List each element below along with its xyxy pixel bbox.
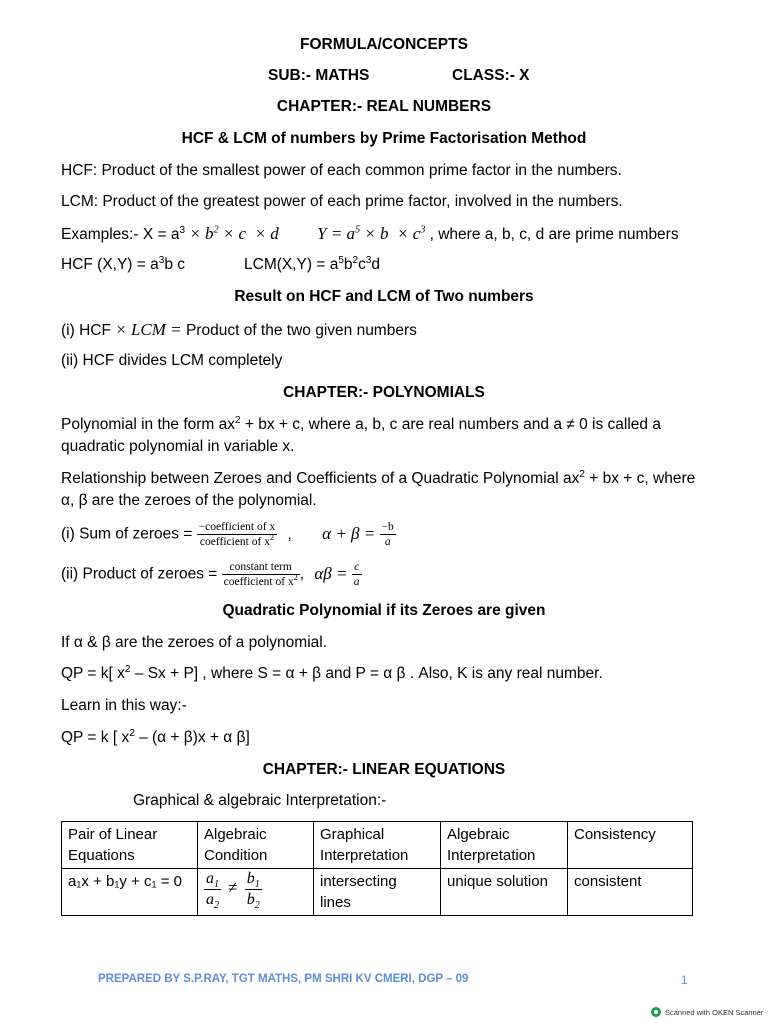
class-label: CLASS:- X (452, 67, 530, 84)
poly-para2-suffix: + bx + c, where (584, 470, 696, 487)
qp-line4-suffix: – (α + β)x + α β] (134, 729, 250, 746)
header-algebraic-condition (198, 822, 314, 869)
chapter-linear-equations: CHAPTER:- LINEAR EQUATIONS (262, 761, 506, 778)
condition-fraction-b: $\frac{b_1}{b_2}$ (246, 870, 260, 912)
chapter-polynomials: CHAPTER:- POLYNOMIALS (283, 384, 485, 401)
prod-label: (ii) Product of zeroes = (61, 565, 218, 583)
header-pair-line1: Pair of Linear (68, 826, 158, 843)
hcf-definition: HCF: Product of the smallest power of each common prime factor in the numbers. (61, 162, 622, 179)
examples-prefix: Examples:- X = a (61, 226, 180, 243)
prod-fraction: $\frac{\text{constant term}}{coefficient of x^2}$ (223, 561, 298, 588)
poly-para2-line2: α, β are the zeroes of the polynomial. (61, 492, 317, 509)
cell-consistency: consistent (568, 869, 693, 916)
product-of-zeroes: (ii) Product of zeroes = $\frac{\text{constant term}}{coefficient of x^2}$ , αβ = $\frac{c}{a}$ (61, 561, 360, 588)
sum-denominator: coefficient of x (199, 536, 270, 548)
document-title: FORMULA/CONCEPTS (300, 36, 468, 53)
sum-rhs-label: α + β = (322, 523, 376, 543)
sum-of-zeroes: (i) Sum of zeroes = $\frac{\text{−coefficient of x}}{coefficient of x^2}$ , α + β = $\frac{-b}{a}$ (61, 521, 394, 548)
result-heading: Result on HCF and LCM of Two numbers (234, 288, 534, 305)
qp-heading: Quadratic Polynomial if its Zeroes are given (222, 602, 546, 619)
sum-rhs-denominator: a (384, 536, 391, 548)
qp-line2-prefix: QP = k[ x (61, 665, 125, 682)
examples-y-math: $Y = a^5 \times b \times c^3$ (317, 224, 426, 243)
qp-line2-suffix: – Sx + P] , where S = α + β and P = α β . Also, K is any real number. (130, 665, 603, 682)
poly-para1-line2: quadratic polynomial in variable x. (61, 438, 295, 455)
header-pair (62, 822, 198, 869)
hcf-example-tail: b c (164, 256, 186, 273)
poly-para1-line1: Polynomial in the form $ax^2$ + bx + c, where a, b, c are real numbers and a ≠ 0 is called a (61, 414, 661, 433)
scanner-watermark (651, 1007, 763, 1017)
footer-prepared-by: PREPARED BY S.P.RAY, TGT MATHS, PM SHRI KV CMERI, DGP – 09 (98, 973, 469, 985)
condition-fraction-a: $\frac{a_1}{a_2}$ (206, 870, 219, 912)
prod-rhs-denominator: a (353, 576, 360, 588)
prod-numerator: constant term (222, 560, 300, 575)
lcm-example: $LCM(X,Y) = a^5b^2c^3d$ (244, 254, 381, 273)
hcf-lcm-heading: HCF & LCM of numbers by Prime Factorisation Method (181, 130, 587, 147)
header-algebraic-interp (441, 822, 568, 869)
table-header-row (62, 822, 693, 869)
header-graphical (314, 822, 441, 869)
prod-rhs-fraction (352, 560, 362, 589)
prod-rhs-numerator: c (352, 560, 362, 575)
qp-line4: QP = k [ $x^2 - (\alpha + \beta)x + \alpha$ β] (61, 727, 250, 746)
lcm-example-label: LCM(X,Y) = a (244, 256, 339, 273)
header-algebraic-line1: Algebraic (204, 826, 267, 843)
cell-condition: $\frac{a_1}{a_2}$ ≠ $\frac{b_1}{b_2}$ (198, 869, 314, 916)
sum-fraction: $\frac{\text{−coefficient of x}}{coefficient of x^2}$ (198, 521, 276, 548)
result-2: (ii) HCF divides LCM completely (61, 352, 283, 369)
scanner-logo-icon (651, 1007, 661, 1017)
poly-para2-line1: Relationship between Zeroes and Coefficients of a Quadratic Polynomial $ax^2$ + bx + c, where (61, 468, 696, 487)
header-alg-interp-line1: Algebraic (447, 826, 510, 843)
result-1-math: × LCM = (115, 320, 182, 339)
linear-equations-table (61, 821, 693, 916)
qp-line2: QP = k[ $x^2 - Sx + P$] , where S = α + β and P = α β . Also, K is any real number. (61, 663, 603, 682)
header-graphical-line1: Graphical (320, 826, 385, 843)
poly-para2-prefix: Relationship between Zeroes and Coefficients of a Quadratic Polynomial ax (61, 470, 580, 487)
sum-rhs-numerator: −b (381, 521, 394, 533)
sum-rhs-fraction (380, 520, 396, 549)
header-consistency-label: Consistency (574, 826, 656, 843)
linear-subheading: Graphical & algebraic Interpretation:- (133, 792, 387, 809)
prod-denominator: coefficient of x (223, 576, 294, 588)
chapter-real-numbers: CHAPTER:- REAL NUMBERS (276, 98, 492, 115)
scanner-text: Scanned with OKEN Scanner (665, 1007, 764, 1017)
examples-suffix: , where a, b, c, d are prime numbers (429, 226, 679, 243)
examples-x-math: × $b^2 \times c \times d$ (189, 224, 279, 243)
page-number: 1 (681, 973, 688, 987)
hcf-example-label: HCF (X,Y) = a (61, 256, 159, 273)
hcf-example: HCF $(X,Y) = a^3b$ c (61, 254, 186, 273)
cell-graphical (314, 869, 441, 916)
header-consistency (568, 822, 693, 869)
cell-graphical-line1: intersecting (320, 873, 397, 890)
result-1-prefix: (i) HCF (61, 322, 111, 339)
header-algebraic-line2: Condition (204, 847, 268, 864)
sum-label: (i) Sum of zeroes = (61, 525, 193, 543)
header-alg-interp-line2: Interpretation (447, 847, 536, 864)
cell-algebraic: unique solution (441, 869, 568, 916)
qp-line1: If α & β are the zeroes of a polynomial. (61, 634, 328, 651)
header-pair-line2: Equations (68, 847, 135, 864)
result-1-suffix: Product of the two given numbers (185, 322, 417, 339)
cell-graphical-line2: lines (320, 894, 351, 911)
subject-label: SUB:- MATHS (268, 67, 370, 84)
header-graphical-line2: Interpretation (320, 847, 409, 864)
prod-rhs-label: αβ = (314, 563, 348, 583)
table-row (62, 869, 693, 916)
sum-numerator: −coefficient of x (198, 521, 276, 533)
cell-equation: a₁x + b₁y + c₁ = 0 (62, 869, 198, 916)
poly-para1-prefix: Polynomial in the form ax (61, 416, 236, 433)
examples-line: Examples:- $X = a^3 \times b^2 \times c \times d$ $Y = a^5 \times b \times c^3$ , where a, b, c, d are prime numbers (61, 224, 679, 243)
qp-line3: Learn in this way:- (61, 697, 187, 714)
lcm-definition: LCM: Product of the greatest power of each prime factor, involved in the numbers. (61, 193, 623, 210)
qp-line4-prefix: QP = k [ x (61, 729, 130, 746)
poly-para1-suffix: + bx + c, where a, b, c are real numbers and a ≠ 0 is called a (240, 416, 661, 433)
result-1 (61, 320, 417, 340)
